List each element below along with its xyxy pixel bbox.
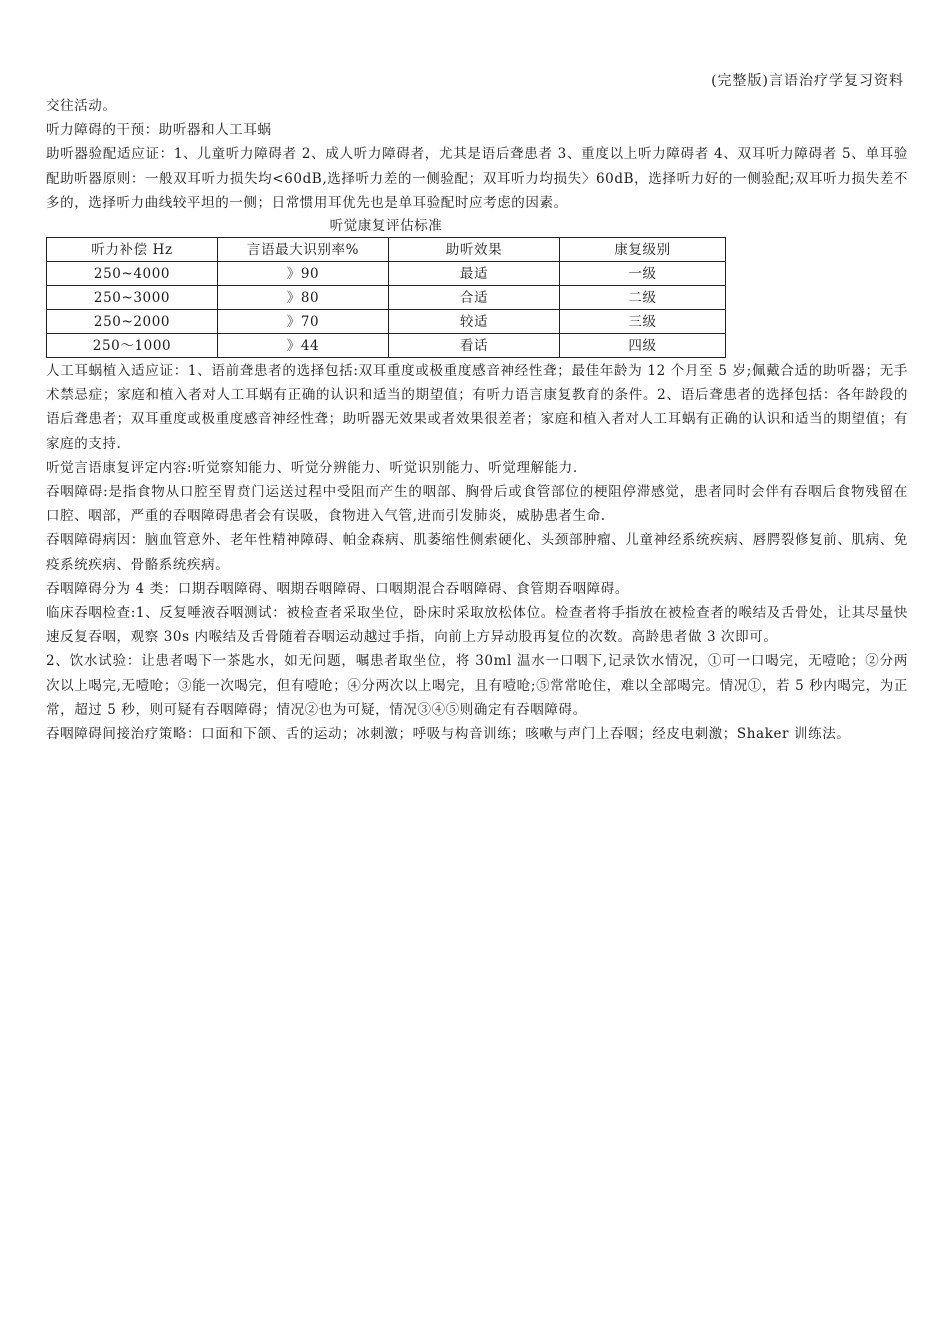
- table-header-cell: 助听效果: [389, 238, 560, 262]
- table-cell: 较适: [389, 310, 560, 334]
- table-cell: 》70: [218, 310, 389, 334]
- table-cell: 合适: [389, 286, 560, 310]
- paragraph-water-test: 2、饮水试验：让患者喝下一茶匙水，如无问题，嘱患者取坐位，将 30ml 温水一口咽下,记录饮水情况，①可一口喝完，无噎呛；②分两次以上喝完,无噎呛；③能一次喝完，但有噎呛；④分两次以上喝完，且有噎呛;⑤常常呛住，难以全部喝完。情况①，若 5 秒内喝完，为正常，超过 5 秒，则可疑有吞咽障碍；情况②也为可疑，情况③④⑤则确定有吞咽障碍。: [46, 653, 908, 718]
- document-body: [46, 94, 908, 746]
- table-row: [47, 286, 726, 310]
- paragraph-intro: 交往活动。: [46, 98, 117, 114]
- table-header-row: [47, 238, 726, 262]
- table-row: [47, 334, 726, 358]
- table-cell: 250～1000: [47, 334, 218, 358]
- table-row: [47, 262, 726, 286]
- paragraph-hearing-intervention: 听力障碍的干预：助听器和人工耳蜗: [46, 122, 272, 139]
- table-caption: 听觉康复评估标准: [329, 218, 443, 235]
- paragraph-dysphagia-definition: 吞咽障碍:是指食物从口腔至胃贲门运送过程中受阻而产生的咽部、胸骨后或食管部位的梗阻停滞感觉，患者同时会伴有吞咽后食物残留在口腔、咽部，严重的吞咽障碍患者会有误吸，食物进入气管,进而引发肺炎，威胁患者生命.: [46, 484, 908, 525]
- table-cell: 三级: [560, 310, 726, 334]
- paragraph-swallow-exam: 临床吞咽检查:1、反复唾液吞咽测试：被检查者采取坐位，卧床时采取放松体位。检查者将手指放在被检查者的喉结及舌骨处，让其尽量快速反复吞咽，观察 30s 内喉结及舌骨随着吞咽运动越过手指，向前上方异动股再复位的次数。高龄患者做 3 次即可。: [46, 605, 908, 646]
- table-cell: 》80: [218, 286, 389, 310]
- paragraph-indirect-therapy: 吞咽障碍间接治疗策略：口面和下颌、舌的运动；冰刺激；呼吸与构音训练；咳嗽与声门上吞咽；经皮电刺激；Shaker 训练法。: [46, 726, 851, 743]
- table-cell: 250~2000: [47, 310, 218, 334]
- table-cell: 看话: [389, 334, 560, 358]
- table-header-cell: 听力补偿 Hz: [47, 238, 218, 262]
- table-header-cell: 康复级别: [560, 238, 726, 262]
- paragraph-hearing-aid-indications: 助听器验配适应证：1、儿童听力障碍者 2、成人听力障碍者，尤其是语后聋患者 3、重度以上听力障碍者 4、双耳听力障碍者 5、单耳验配助听器原则：一般双耳听力损失均<60dB,选择听力差的一侧验配；双耳听力均损失〉60dB，选择听力好的一侧验配;双耳听力损失差不多的，选择听力曲线较平坦的一侧；日常惯用耳优先也是单耳验配时应考虑的因素。: [46, 146, 908, 211]
- document-header-title: (完整版)言语治疗学复习资料: [711, 73, 904, 89]
- table-header-cell: 言语最大识别率%: [218, 238, 389, 262]
- table-cell: 一级: [560, 262, 726, 286]
- table-cell: 二级: [560, 286, 726, 310]
- table-cell: 250~4000: [47, 262, 218, 286]
- table-cell: 》90: [218, 262, 389, 286]
- table-cell: 四级: [560, 334, 726, 358]
- paragraph-cochlear-implant-indications: 人工耳蜗植入适应证：1、语前聋患者的选择包括:双耳重度或极重度感音神经性聋；最佳年龄为 12 个月至 5 岁;佩戴合适的助听器；无手术禁忌症；家庭和植入者对人工耳蜗有正确的认识和适当的期望值；有听力语言康复教育的条件。2、语后聋患者的选择包括：各年龄段的语后聋患者；双耳重度或极重度感音神经性聋；助听器无效果或者效果很差者；家庭和植入者对人工耳蜗有正确的认识和适当的期望值；有家庭的支持.: [46, 363, 908, 452]
- table-cell: 最适: [389, 262, 560, 286]
- paragraph-auditory-assessment: 听觉言语康复评定内容:听觉察知能力、听觉分辨能力、听觉识别能力、听觉理解能力.: [46, 459, 578, 476]
- table-cell: 》44: [218, 334, 389, 358]
- paragraph-dysphagia-types: 吞咽障碍分为 4 类：口期吞咽障碍、咽期吞咽障碍、口咽期混合吞咽障碍、食管期吞咽障碍。: [46, 580, 629, 597]
- table-row: [47, 310, 726, 334]
- paragraph-dysphagia-causes: 吞咽障碍病因：脑血管意外、老年性精神障碍、帕金森病、肌萎缩性侧索硬化、头颈部肿瘤、儿童神经系统疾病、唇腭裂修复前、肌病、免疫系统疾病、骨骼系统疾病。: [46, 532, 908, 573]
- table-cell: 250~3000: [47, 286, 218, 310]
- hearing-rehab-table: [46, 237, 726, 358]
